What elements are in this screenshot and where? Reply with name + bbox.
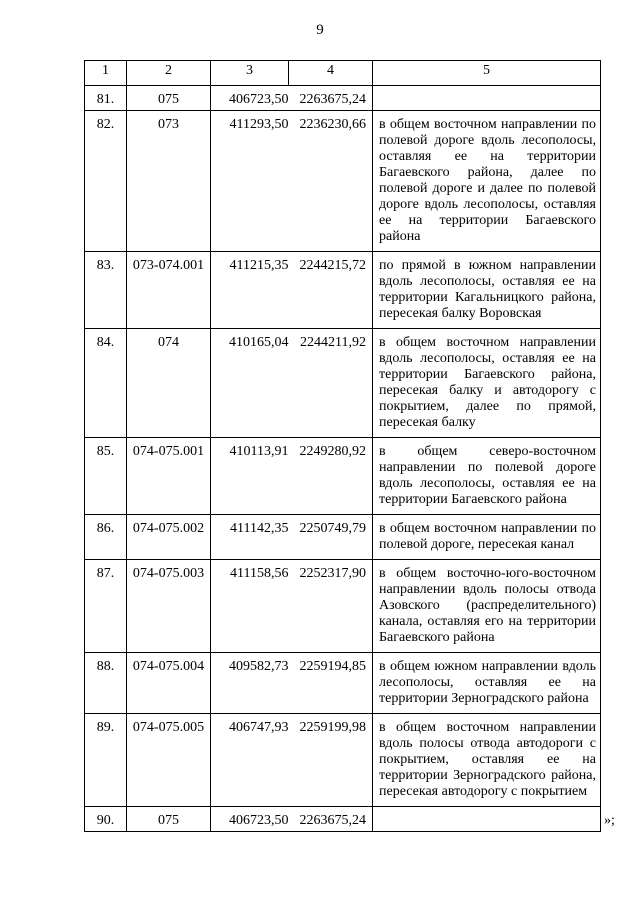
row-number-cell: 82. <box>85 111 127 252</box>
route-description-cell: в общем восточном направлении по полевой дороге вдоль лесополосы, оставляя ее на территории Багаевского района, далее по полевой дороге и далее по полевой дороге вдоль лесополосы, оставляя ее на территории Багаевского района <box>373 111 601 252</box>
coordinate-y-cell: 2249280,92 <box>289 438 373 515</box>
coordinate-y-cell: 2250749,79 <box>289 515 373 560</box>
row-number-cell: 83. <box>85 252 127 329</box>
coordinate-y-cell: 2244215,72 <box>289 252 373 329</box>
row-number-cell: 89. <box>85 714 127 807</box>
row-number-cell: 88. <box>85 653 127 714</box>
route-description-cell: в общем восточном направлении вдоль лесополосы, оставляя ее на территории Багаевского района, пересекая балку и автодорогу с покрытием, далее по прямой, пересекая балку <box>373 329 601 438</box>
route-description-cell <box>373 86 601 111</box>
table-row <box>85 86 601 111</box>
point-id-cell: 074-075.001 <box>127 438 211 515</box>
route-description-cell: в общем северо-восточном направлении по полевой дороге вдоль лесополосы, оставляя ее на территории Багаевского района <box>373 438 601 515</box>
coordinate-x-cell: 409582,73 <box>211 653 289 714</box>
point-id-cell: 074-075.003 <box>127 560 211 653</box>
coordinate-x-cell: 410113,91 <box>211 438 289 515</box>
coordinate-x-cell: 406723,50 <box>211 807 289 832</box>
row-number-cell: 87. <box>85 560 127 653</box>
table-row <box>85 438 601 515</box>
route-description-cell: в общем южном направлении вдоль лесополосы, оставляя ее на территории Зерноградского района <box>373 653 601 714</box>
column-header-3: 3 <box>211 61 289 86</box>
route-description-cell: в общем восточно-юго-восточном направлении вдоль полосы отвода Азовского (распределительного) канала, оставляя его на территории Багаевского района <box>373 560 601 653</box>
route-description-cell: по прямой в южном направлении вдоль лесополосы, оставляя ее на территории Кагальницкого района, пересекая балку Воровская <box>373 252 601 329</box>
table-header-row <box>85 61 601 86</box>
coordinate-x-cell: 411142,35 <box>211 515 289 560</box>
route-description-cell: в общем восточном направлении вдоль полосы отвода автодороги с покрытием, оставляя ее на территории Зерноградского района, пересекая автодорогу с покрытием <box>373 714 601 807</box>
table-body <box>85 61 601 832</box>
point-id-cell: 073 <box>127 111 211 252</box>
coordinate-x-cell: 406747,93 <box>211 714 289 807</box>
point-id-cell: 073-074.001 <box>127 252 211 329</box>
table-row <box>85 515 601 560</box>
coordinate-x-cell: 410165,04 <box>211 329 289 438</box>
closing-quote-mark: »; <box>604 813 615 828</box>
coordinate-y-cell: 2263675,24 <box>289 86 373 111</box>
coordinate-y-cell: 2236230,66 <box>289 111 373 252</box>
row-number-cell: 85. <box>85 438 127 515</box>
route-description-cell <box>373 807 601 832</box>
column-header-5: 5 <box>373 61 601 86</box>
row-number-cell: 90. <box>85 807 127 832</box>
table-row <box>85 329 601 438</box>
coordinate-y-cell: 2244211,92 <box>289 329 373 438</box>
coordinate-y-cell: 2252317,90 <box>289 560 373 653</box>
coordinate-x-cell: 411293,50 <box>211 111 289 252</box>
point-id-cell: 075 <box>127 807 211 832</box>
coordinate-y-cell: 2259199,98 <box>289 714 373 807</box>
coordinate-y-cell: 2259194,85 <box>289 653 373 714</box>
row-number-cell: 81. <box>85 86 127 111</box>
point-id-cell: 074-075.002 <box>127 515 211 560</box>
point-id-cell: 074 <box>127 329 211 438</box>
point-id-cell: 074-075.005 <box>127 714 211 807</box>
table-row <box>85 807 601 832</box>
column-header-2: 2 <box>127 61 211 86</box>
point-id-cell: 075 <box>127 86 211 111</box>
table-row <box>85 560 601 653</box>
column-header-4: 4 <box>289 61 373 86</box>
page-number: 9 <box>316 22 324 38</box>
point-id-cell: 074-075.004 <box>127 653 211 714</box>
coordinate-x-cell: 411158,56 <box>211 560 289 653</box>
table-row <box>85 714 601 807</box>
route-description-cell: в общем восточном направлении по полевой дороге, пересекая канал <box>373 515 601 560</box>
boundary-points-table <box>84 60 601 832</box>
column-header-1: 1 <box>85 61 127 86</box>
row-number-cell: 84. <box>85 329 127 438</box>
coordinate-y-cell: 2263675,24 <box>289 807 373 832</box>
table-row <box>85 252 601 329</box>
row-number-cell: 86. <box>85 515 127 560</box>
table-row <box>85 653 601 714</box>
coordinate-x-cell: 411215,35 <box>211 252 289 329</box>
coordinate-x-cell: 406723,50 <box>211 86 289 111</box>
table-row <box>85 111 601 252</box>
